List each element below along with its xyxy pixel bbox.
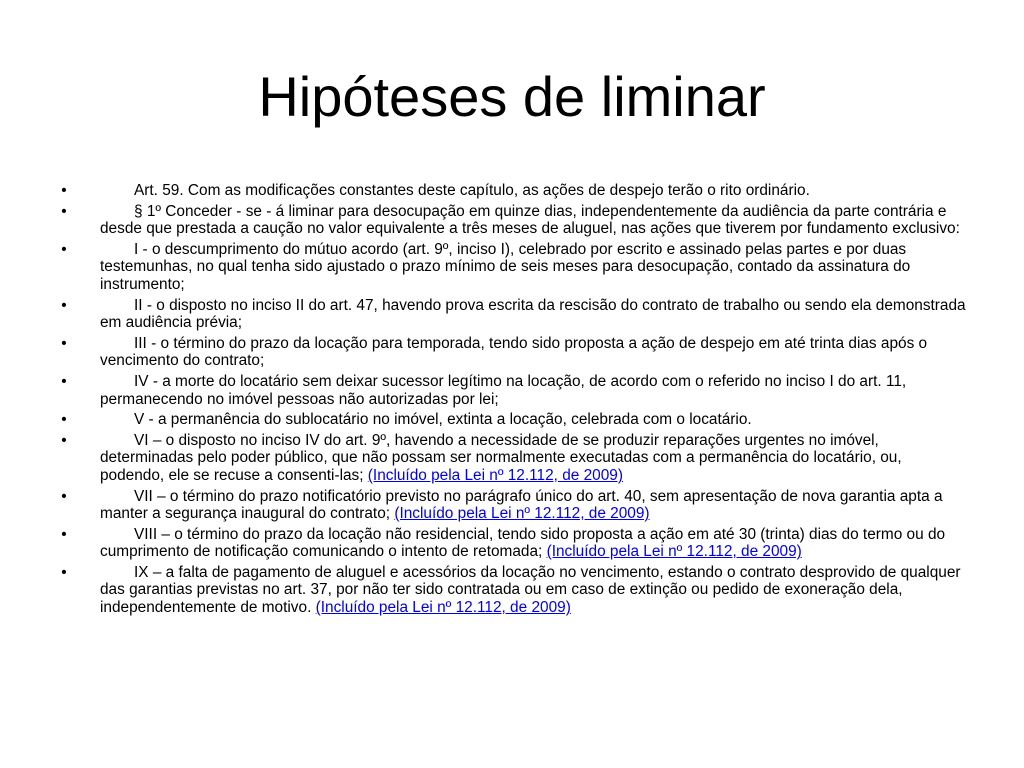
law-reference-link[interactable]: (Incluído pela Lei nº 12.112, de 2009): [394, 505, 650, 523]
bullet-icon: •: [61, 563, 67, 581]
bullet-icon: •: [61, 372, 67, 390]
list-item: [58, 297, 970, 332]
item-text: § 1º Conceder - se - á liminar para desocupação em quinze dias, independentemente da audiência da parte contrária e desde que prestada a caução no valor equivalente a três meses de aluguel, nas ações que tiverem por fundamento exclusivo:: [100, 202, 960, 238]
list-item: [58, 488, 970, 523]
law-reference-link[interactable]: (Incluído pela Lei nº 12.112, de 2009): [367, 466, 623, 484]
bullet-icon: •: [61, 240, 67, 258]
item-text: IV - a morte do locatário sem deixar sucessor legítimo na locação, de acordo com o referido no inciso I do art. 11, permanecendo no imóvel pessoas não autorizadas por lei;: [100, 372, 907, 408]
item-text: Art. 59. Com as modificações constantes deste capítulo, as ações de despejo terão o rito ordinário.: [134, 182, 810, 199]
slide-title: Hipóteses de liminar: [258, 65, 766, 128]
item-text: V - a permanência do sublocatário no imóvel, extinta a locação, celebrada com o locatário.: [134, 411, 752, 429]
list-item: [58, 241, 970, 294]
bullet-icon: •: [61, 296, 67, 314]
item-text: I - o descumprimento do mútuo acordo (art. 9º, inciso I), celebrado por escrito e assinado pelas partes e por duas testemunhas, no qual tenha sido ajustado o prazo mínimo de seis meses para desocupação, contado da assinatura do instrumento;: [100, 240, 911, 293]
item-text: IX – a falta de pagamento de aluguel e acessórios da locação no vencimento, estando o contrato desprovido de qualquer das garantias previstas no art. 37, por não ter sido contratada ou em caso de extinção ou pedido de exoneração dela, independentemente de motivo.: [100, 563, 961, 617]
bullet-icon: •: [61, 182, 67, 199]
list-item: [58, 373, 970, 408]
bullet-icon: •: [61, 487, 67, 505]
item-text: VII – o término do prazo notificatório previsto no parágrafo único do art. 40, sem apresentação de nova garantia apta a manter a segurança inaugural do contrato;: [100, 487, 943, 523]
bullet-list: [58, 182, 970, 620]
item-text: VI – o disposto no inciso IV do art. 9º, havendo a necessidade de se produzir reparações urgentes no imóvel, determinadas pelo poder público, que não possam ser normalmente executadas com a permanência do locatário, ou, podendo, ele se recuse a consenti-las;: [100, 431, 902, 484]
bullet-icon: •: [61, 334, 67, 352]
list-item: [58, 432, 970, 485]
list-item: [58, 335, 970, 370]
item-text: III - o término do prazo da locação para temporada, tendo sido proposta a ação de despejo em até trinta dias após o vencimento do contrato;: [100, 334, 928, 370]
list-item: [58, 526, 970, 561]
law-reference-link[interactable]: (Incluído pela Lei nº 12.112, de 2009): [546, 543, 802, 561]
list-item: [58, 182, 970, 200]
list-item: [58, 411, 970, 429]
item-text: VIII – o término do prazo da locação não residencial, tendo sido proposta a ação em até 30 (trinta) dias do termo ou do cumprimento de notificação comunicando o intento de retomada;: [100, 525, 946, 561]
bullet-icon: •: [61, 525, 67, 543]
bullet-icon: •: [61, 431, 67, 449]
item-text: II - o disposto no inciso II do art. 47, havendo prova escrita da rescisão do contrato de trabalho ou sendo ela demonstrada em audiência prévia;: [100, 296, 966, 332]
bullet-icon: •: [61, 411, 67, 429]
bullet-icon: •: [61, 202, 67, 220]
list-item: [58, 203, 970, 238]
law-reference-link[interactable]: (Incluído pela Lei nº 12.112, de 2009): [315, 599, 571, 617]
list-item: [58, 564, 970, 617]
